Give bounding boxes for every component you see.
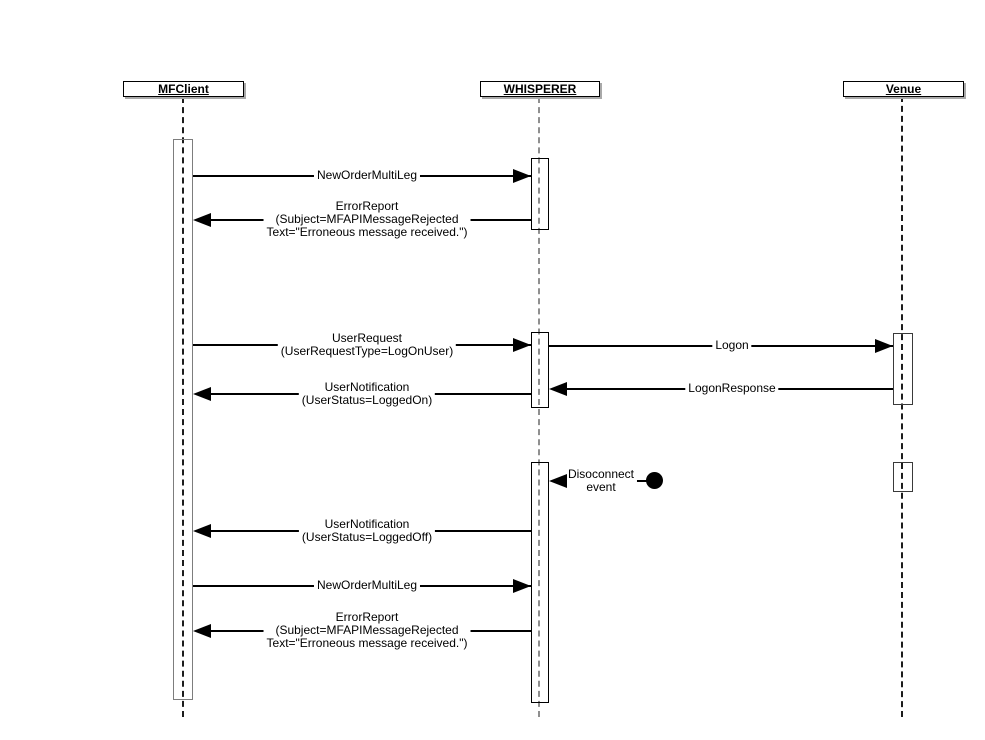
- message-label-line: UserNotification: [324, 517, 410, 531]
- message-label: [565, 468, 637, 494]
- message-label: [314, 169, 420, 182]
- message-label: [685, 382, 778, 395]
- message-label-line: ErrorReport: [335, 610, 399, 624]
- lifeline-venue: [901, 96, 903, 717]
- message-label-line: event: [586, 480, 616, 494]
- message-label-line: Text="Erroneous message received."): [266, 636, 468, 650]
- message-label-line: Logon: [715, 338, 749, 352]
- message-label-line: (Subject=MFAPIMessageRejected: [275, 623, 459, 637]
- message-label-line: ErrorReport: [335, 199, 399, 213]
- message-label-line: LogonResponse: [688, 381, 776, 395]
- actor-mfclient: MFClient: [123, 81, 244, 97]
- arrowhead-left-icon: [193, 213, 211, 227]
- arrowhead-left-icon: [193, 524, 211, 538]
- message-label: [299, 518, 435, 544]
- activation-venue-1: [893, 333, 913, 405]
- arrowhead-right-icon: [513, 169, 531, 183]
- message-label-line: NewOrderMultiLeg: [316, 578, 418, 592]
- message-label: [264, 200, 471, 239]
- event-dot-icon: [646, 472, 663, 489]
- arrowhead-left-icon: [193, 387, 211, 401]
- activation-venue-2: [893, 462, 913, 492]
- message-label: [314, 579, 420, 592]
- arrowhead-left-icon: [549, 382, 567, 396]
- arrowhead-left-icon: [549, 474, 567, 488]
- message-label-line: (UserStatus=LoggedOn): [301, 393, 433, 407]
- actor-venue: Venue: [843, 81, 964, 97]
- arrowhead-left-icon: [193, 624, 211, 638]
- arrowhead-right-icon: [875, 339, 893, 353]
- message-label-line: (UserRequestType=LogOnUser): [280, 344, 454, 358]
- activation-whisperer-2: [531, 332, 549, 408]
- message-label: [278, 332, 456, 358]
- activation-whisperer-3: [531, 462, 549, 703]
- message-label-line: (Subject=MFAPIMessageRejected: [275, 212, 459, 226]
- message-label-line: UserNotification: [324, 380, 410, 394]
- activation-mfclient: [173, 139, 193, 700]
- message-label: [264, 611, 471, 650]
- arrowhead-right-icon: [513, 579, 531, 593]
- message-label: [299, 381, 435, 407]
- message-label-line: Text="Erroneous message received."): [266, 225, 468, 239]
- arrowhead-right-icon: [513, 338, 531, 352]
- message-label-line: (UserStatus=LoggedOff): [301, 530, 433, 544]
- message-label-line: UserRequest: [331, 331, 403, 345]
- actor-whisperer: WHISPERER: [480, 81, 600, 97]
- message-label-line: NewOrderMultiLeg: [316, 168, 418, 182]
- message-label: [712, 339, 751, 352]
- message-label-line: Disoconnect: [567, 467, 635, 481]
- activation-whisperer-1: [531, 158, 549, 230]
